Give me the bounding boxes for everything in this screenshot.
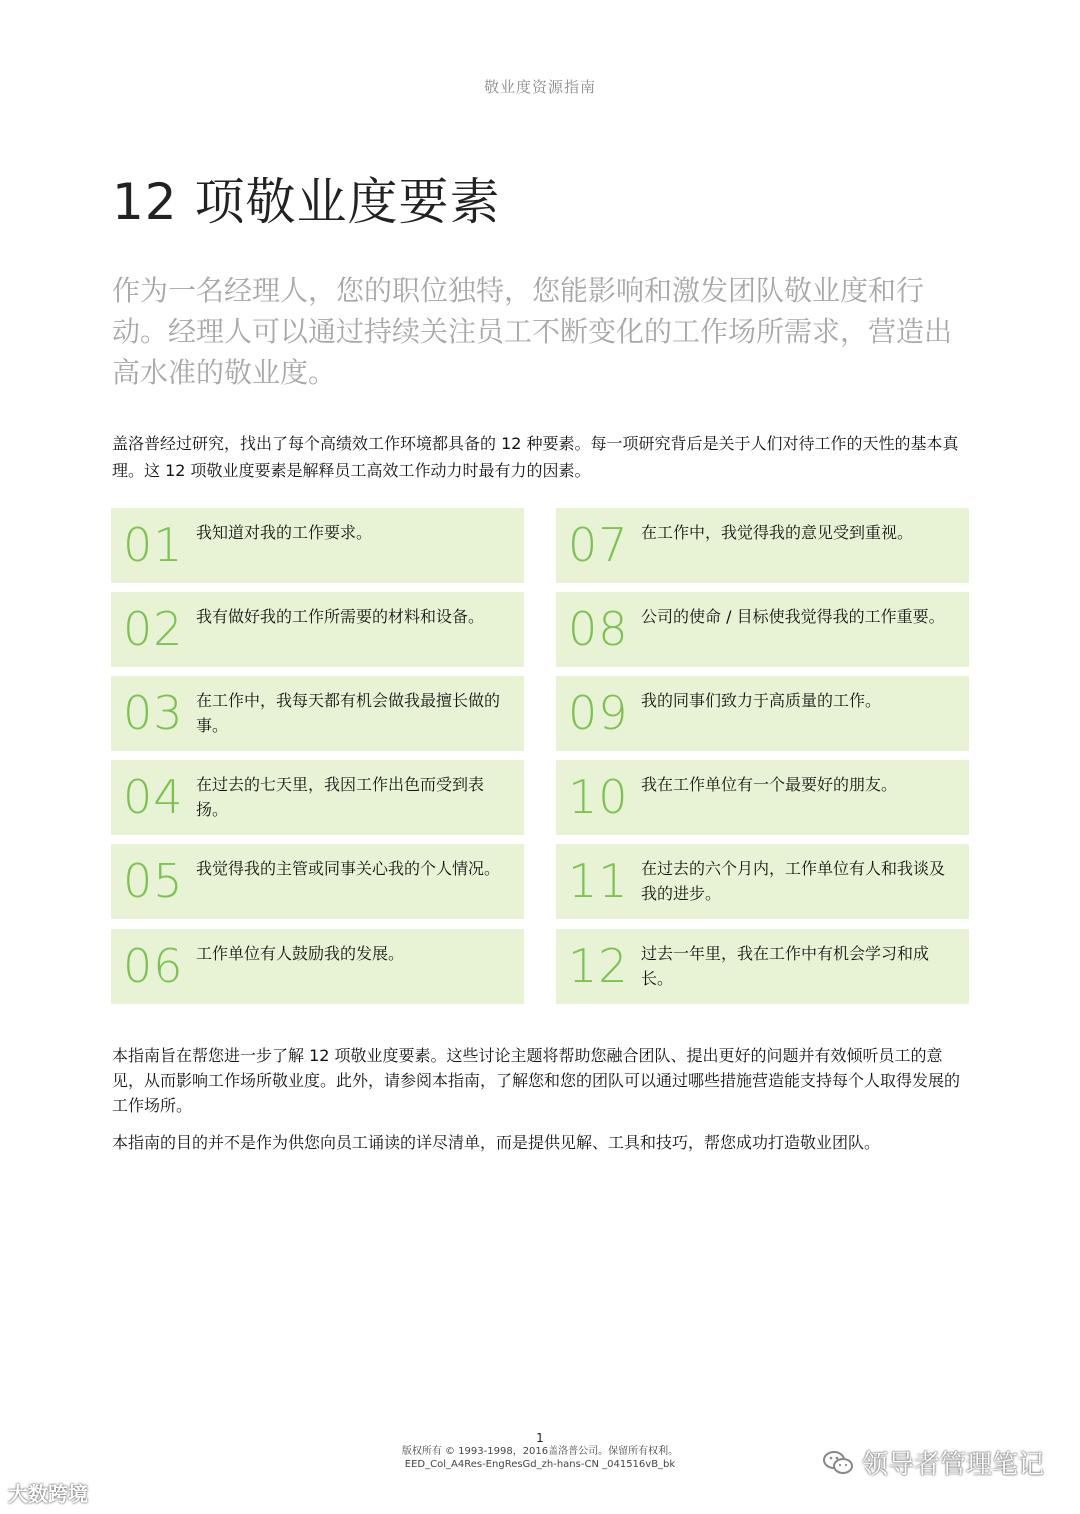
element-text: 在工作中，我每天都有机会做我最擅长做的事。 — [196, 691, 501, 735]
element-text: 过去一年里，我在工作中有机会学习和成长。 — [641, 944, 930, 988]
element-text: 公司的使命 / 目标使我觉得我的工作重要。 — [641, 607, 945, 626]
page-number: 1 — [536, 1431, 544, 1445]
element-card-03 — [111, 676, 524, 751]
element-text: 我知道对我的工作要求。 — [196, 523, 373, 542]
element-number: 03 — [123, 686, 184, 740]
element-number: 07 — [568, 518, 629, 572]
element-text: 在过去的六个月内，工作单位有人和我谈及我的进步。 — [641, 859, 946, 903]
outro-paragraph: 本指南旨在帮您进一步了解 12 项敬业度要素。这些讨论主题将帮助您融合团队、提出更好的问题并有效倾听员工的意见，从而影响工作场所敬业度。此外，请参阅本指南，了解您和您的团队可以通过哪些措施营造能支持每个人取得发展的工作场所。 — [112, 1046, 961, 1115]
element-text: 我有做好我的工作所需要的材料和设备。 — [196, 607, 485, 626]
element-number: 05 — [123, 854, 184, 908]
watermark-right — [822, 1444, 1044, 1481]
element-card-01 — [111, 508, 524, 583]
wechat-icon — [822, 1449, 854, 1477]
page-title: 12 项敬业度要素 — [112, 173, 501, 231]
element-number: 04 — [123, 770, 184, 824]
lead-paragraph: 作为一名经理人，您的职位独特，您能影响和激发团队敬业度和行动。经理人可以通过持续关注员工不断变化的工作场所需求，营造出高水准的敬业度。 — [112, 274, 953, 389]
intro-paragraph: 盖洛普经过研究，找出了每个高绩效工作环境都具备的 12 种要素。每一项研究背后是关于人们对待工作的天性的基本真理。这 12 项敬业度要素是解释员工高效工作动力时最有力的因素。 — [112, 434, 959, 480]
element-card-08 — [556, 592, 969, 667]
element-text: 在工作中，我觉得我的意见受到重视。 — [641, 523, 914, 542]
element-card-02 — [111, 592, 524, 667]
element-number: 09 — [568, 686, 629, 740]
element-number: 08 — [568, 602, 629, 656]
element-card-11 — [556, 844, 969, 919]
element-number: 10 — [568, 770, 629, 824]
element-number: 11 — [568, 854, 629, 908]
copyright-text: 版权所有 © 1993-1998，2016盖洛普公司。保留所有权利。 — [401, 1446, 679, 1457]
outro-section — [112, 1043, 972, 1167]
element-card-06 — [111, 929, 524, 1004]
element-number: 12 — [568, 939, 629, 993]
watermark-right-text: 领导者管理笔记 — [861, 1450, 1044, 1480]
outro-paragraph: 本指南的目的并不是作为供您向员工诵读的详尽清单，而是提供见解、工具和技巧，帮您成功打造敬业团队。 — [112, 1133, 881, 1152]
element-number: 06 — [123, 939, 184, 993]
element-card-12 — [556, 929, 969, 1004]
element-number: 02 — [123, 602, 184, 656]
element-text: 我的同事们致力于高质量的工作。 — [641, 691, 882, 710]
element-card-05 — [111, 844, 524, 919]
watermark-left: 大数跨境 — [8, 1482, 88, 1506]
element-text: 我在工作单位有一个最要好的朋友。 — [641, 775, 898, 794]
document-code: EED_Col_A4Res-EngResGd_zh-hans-CN _041516vB_bk — [404, 1459, 676, 1470]
element-card-10 — [556, 760, 969, 835]
page-header: 敬业度资源指南 — [483, 78, 596, 96]
element-card-09 — [556, 676, 969, 751]
element-card-04 — [111, 760, 524, 835]
element-text: 工作单位有人鼓励我的发展。 — [196, 944, 405, 963]
element-text: 在过去的七天里，我因工作出色而受到表扬。 — [196, 775, 485, 819]
element-card-07 — [556, 508, 969, 583]
element-text: 我觉得我的主管或同事关心我的个人情况。 — [196, 859, 501, 878]
element-number: 01 — [123, 518, 184, 572]
